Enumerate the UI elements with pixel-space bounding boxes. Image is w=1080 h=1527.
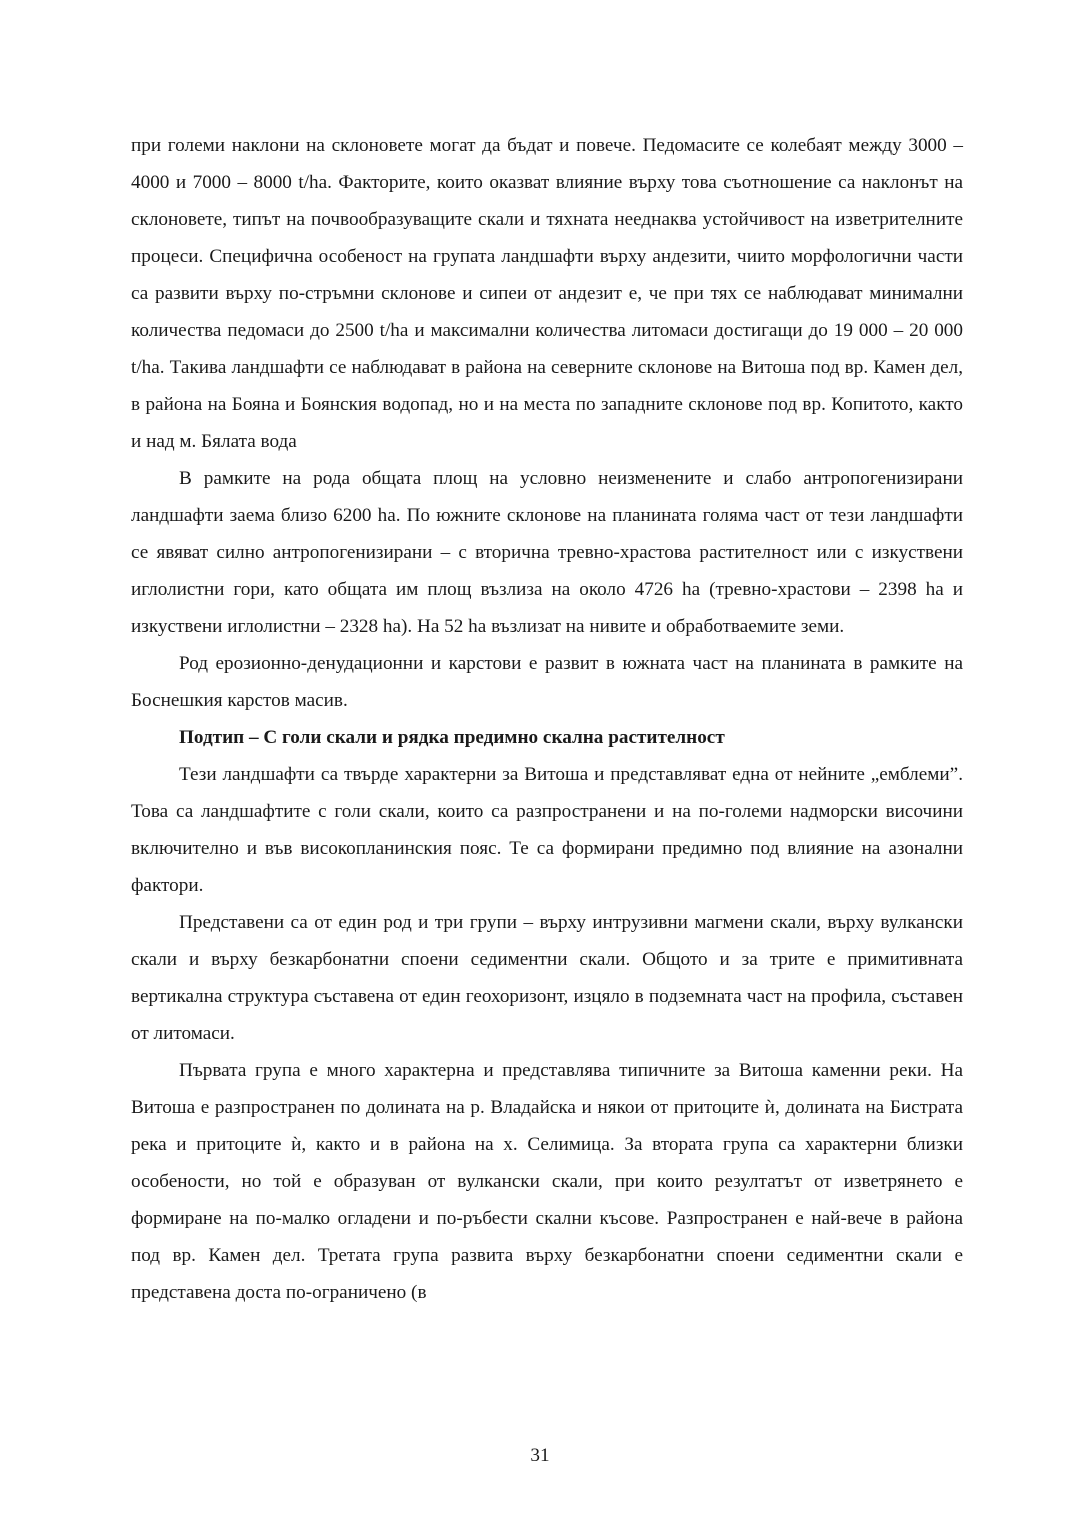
paragraph-area-of-genus: В рамките на рода общата площ на условно неизменените и слабо антропогенизирани ландшафти заема близо 6200 ha. По южните склонове на планината голяма част от тези ландшафти се явяват силно антропогенизирани – с вторична тревно-храстова растителност или с изкуствени иглолистни гори, като общата им площ възлиза на около 4726 ha (тревно-храстови – 2398 ha и изкуствени иглолистни – 2328 ha). На 52 ha възлизат на нивите и обработваемите земи. xyxy=(131,468,963,637)
page-number: 31 xyxy=(530,1445,550,1466)
section-heading-subtype: Подтип – С голи скали и рядка предимно скална растителност xyxy=(179,727,725,748)
body-text xyxy=(131,127,963,1311)
paragraph-groups: Представени са от един род и три групи – върху интрузивни магмени скали, върху вулкански скали и върху безкарбонатни споени седиментни скали. Общото и за трите е примитивната вертикална структура съставена от един геохоризонт, изцяло в подземната част на профила, съставен от литомаси. xyxy=(131,912,963,1044)
paragraph-bare-rocks: Тези ландшафти са твърде характерни за Витоша и представляват една от нейните „емблеми”. Това са ландшафтите с голи скали, които са разпространени и на по-големи надморски височини включително и във високопланинския пояс. Те са формирани предимно под влияние на азонални фактори. xyxy=(131,764,963,896)
paragraph-continuation: при големи наклони на склоновете могат да бъдат и повече. Педомасите се колебаят между 3000 – 4000 и 7000 – 8000 t/ha. Факторите, които оказват влияние върху това съотношение са наклонът на склоновете, типът на почвообразуващите скали и тяхната нееднаква устойчивост на изветрителните процеси. Специфична особеност на групата ландшафти върху андезити, чиито морфологични части са развити върху по-стръмни склонове и сипеи от андезит е, че при тях се наблюдават минимални количества педомаси до 2500 t/ha и максимални количества литомаси достигащи до 19 000 – 20 000 t/ha. Такива ландшафти се наблюдават в района на северните склонове на Витоша под вр. Камен дел, в района на Бояна и Боянския водопад, но и на места по западните склонове под вр. Копитото, както и над м. Бялата вода xyxy=(131,135,963,452)
paragraph-karst-genus: Род ерозионно-денудационни и карстови е развит в южната част на планината в рамките на Боснешкия карстов масив. xyxy=(131,653,963,711)
paragraph-first-group: Първата група е много характерна и представлява типичните за Витоша каменни реки. На Витоша е разпространен по долината на р. Владайска и някои от притоците ѝ, долината на Бистрата река и притоците ѝ, както и в района на х. Селимица. За втората група са характерни близки особености, но той е образуван от вулкански скали, при които резултатът от изветрянето е формиране на по-малко огладени и по-ръбести скални късове. Разпространен е най-вече в района под вр. Камен дел. Третата група развита върху безкарбонатни споени седиментни скали е представена доста по-ограничено (в xyxy=(131,1060,963,1303)
